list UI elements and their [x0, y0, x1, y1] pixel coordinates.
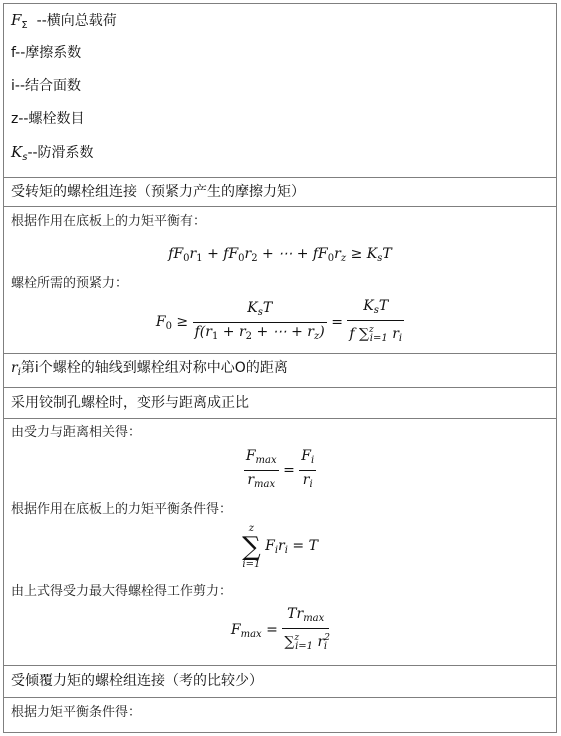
equation-moment-sum: z ∑ i=1 $F_ir_i = T$ [242, 523, 318, 570]
paragraph-torque-balance: 根据作用在底板上的力矩平衡有： [11, 214, 207, 229]
section-body-row [4, 419, 557, 666]
section-heading-row [4, 178, 557, 207]
section-body-row [4, 698, 557, 733]
symbol-f-sigma: $F_\Sigma$ --横向总载荷 [11, 11, 117, 31]
paragraph-overturning-balance: 根据力矩平衡条件得： [11, 705, 142, 720]
section-body-row [4, 207, 557, 354]
ri-definition: $r_i$第i个螺栓的轴线到螺栓组对称中心O的距离 [4, 354, 557, 388]
section-heading-overturning: 受倾覆力矩的螺栓组连接（考的比较少） [4, 666, 557, 698]
ri-note-row [4, 354, 557, 388]
formula-table [3, 3, 557, 733]
symbol-f: f--摩擦系数 [11, 45, 82, 61]
paragraph-moment-balance: 根据作用在底板上的力矩平衡条件得： [11, 502, 233, 517]
symbol-definitions-row [4, 4, 557, 178]
section-heading-torque: 受转矩的螺栓组连接（预紧力产生的摩擦力矩） [4, 178, 557, 207]
section-heading-row [4, 666, 557, 698]
symbol-ks: $K_s--$防滑系数 [11, 143, 94, 163]
symbol-i: i--结合面数 [11, 78, 81, 94]
equation-max-shear: $F_{max}$ = $\frac{Tr_{max}}{\sum^z_{i=1} r^2_i}$ [230, 606, 330, 652]
section-heading-row [4, 388, 557, 419]
equation-proportional: $\frac{F_{max}}{r_{max}}$ = $\frac{F_i}{r_i}$ [245, 448, 315, 490]
section-heading-reamed-bolt: 采用铰制孔螺栓时，变形与距离成正比 [4, 388, 557, 419]
equation-friction-torque: $fF_0r_1 + fF_0r_2$ + ⋯ + $fF_0r_z \ge K_sT$ [168, 246, 392, 264]
equation-preload: $F_0$ ≥ $\frac{K_sT}{f(r_1 + r_2 + \cdots + r_z)}$ = $\frac{K_sT}{f \sum^z_{i=1} r_i}$ [155, 298, 403, 344]
symbol-z: z--螺栓数目 [11, 111, 85, 127]
paragraph-proportional: 由受力与距离相关得： [11, 425, 142, 440]
paragraph-preload: 螺栓所需的预紧力： [11, 276, 129, 291]
paragraph-max-shear: 由上式得受力最大得螺栓得工作剪力： [11, 584, 233, 599]
